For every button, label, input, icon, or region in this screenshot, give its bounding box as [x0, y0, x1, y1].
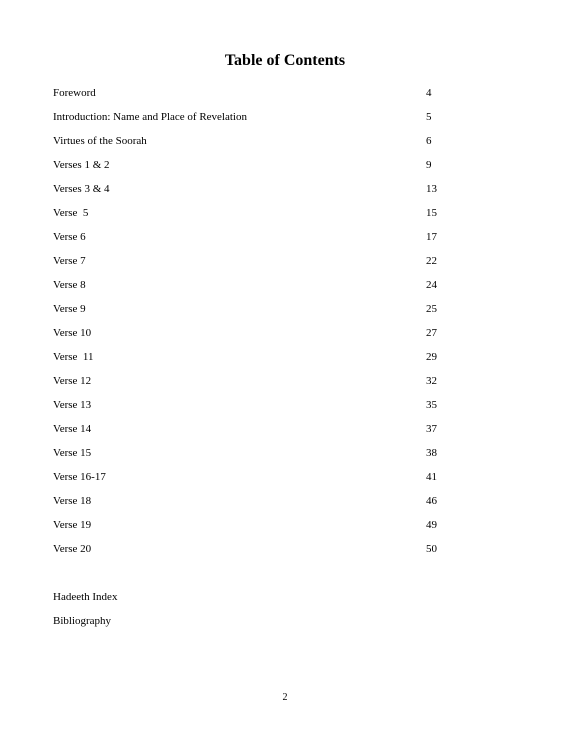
toc-row [53, 612, 473, 636]
toc-entry-page: 15 [426, 207, 437, 219]
toc-entry-label: Verse 16-17 [53, 471, 106, 483]
toc-entry-label: Verse 7 [53, 255, 86, 267]
toc-entry-page: 9 [426, 159, 432, 171]
toc-row [53, 492, 473, 516]
toc-row [53, 300, 473, 324]
toc-row [53, 108, 473, 132]
toc-entry-label: Verse 18 [53, 495, 92, 507]
toc-entry-label: Verse 20 [53, 543, 92, 555]
toc-entry-page: 50 [426, 543, 437, 555]
toc-entry-page: 13 [426, 183, 437, 195]
toc-entry-page: 22 [426, 255, 437, 267]
toc-row [53, 348, 473, 372]
toc-row [53, 84, 473, 108]
toc-row [53, 324, 473, 348]
toc-entry-label: Bibliography [53, 615, 112, 627]
page-title: Table of Contents [224, 52, 346, 69]
toc-entry-label: Verse 19 [53, 519, 92, 531]
toc-entry-page: 17 [426, 231, 437, 243]
toc-entry-label: Introduction: Name and Place of Revelation [53, 111, 247, 123]
toc-entry-label: Verse 12 [53, 375, 92, 387]
toc-row [53, 540, 473, 564]
toc-entry-page: 5 [426, 111, 432, 123]
toc-entry-label: Verse 13 [53, 399, 92, 411]
toc-row [53, 156, 473, 180]
toc-row [53, 396, 473, 420]
toc-entry-page: 35 [426, 399, 437, 411]
toc-entry-page: 6 [426, 135, 432, 147]
toc-entry-label: Foreword [53, 87, 96, 99]
toc-entry-label: Verse 6 [53, 231, 86, 243]
toc-entry-page: 25 [426, 303, 437, 315]
toc-row [53, 204, 473, 228]
toc-entry-page: 24 [426, 279, 437, 291]
toc-row [53, 468, 473, 492]
toc-row [53, 276, 473, 300]
toc-entry-page: 46 [426, 495, 437, 507]
toc-row [53, 228, 473, 252]
toc-entry-page: 32 [426, 375, 437, 387]
toc-entry-page: 41 [426, 471, 437, 483]
toc-entry-label: Verse 14 [53, 423, 92, 435]
page-number: 2 [282, 692, 288, 703]
toc-entry-page: 38 [426, 447, 437, 459]
toc-entry-page: 49 [426, 519, 437, 531]
toc-entry-page: 29 [426, 351, 437, 363]
toc-entry-label: Virtues of the Soorah [53, 135, 147, 147]
toc-row [53, 588, 473, 612]
toc-entry-page: 4 [426, 87, 432, 99]
toc-row [53, 180, 473, 204]
toc-row [53, 420, 473, 444]
toc-entry-label: Verse 8 [53, 279, 86, 291]
toc-row [53, 372, 473, 396]
toc-entry-label: Verses 3 & 4 [53, 183, 110, 195]
toc-entry-label: Verse 5 [53, 207, 89, 219]
toc-entry-page: 37 [426, 423, 437, 435]
toc-row [53, 252, 473, 276]
toc-entry-label: Hadeeth Index [53, 591, 118, 603]
toc-entry-label: Verse 15 [53, 447, 92, 459]
toc-row [53, 516, 473, 540]
toc-list [53, 84, 473, 564]
toc-entry-label: Verse 11 [53, 351, 94, 363]
toc-entry-label: Verse 10 [53, 327, 92, 339]
toc-entry-label: Verse 9 [53, 303, 86, 315]
toc-row [53, 132, 473, 156]
toc-extra-list [53, 588, 473, 636]
toc-row [53, 444, 473, 468]
toc-entry-page: 27 [426, 327, 437, 339]
toc-entry-label: Verses 1 & 2 [53, 159, 110, 171]
